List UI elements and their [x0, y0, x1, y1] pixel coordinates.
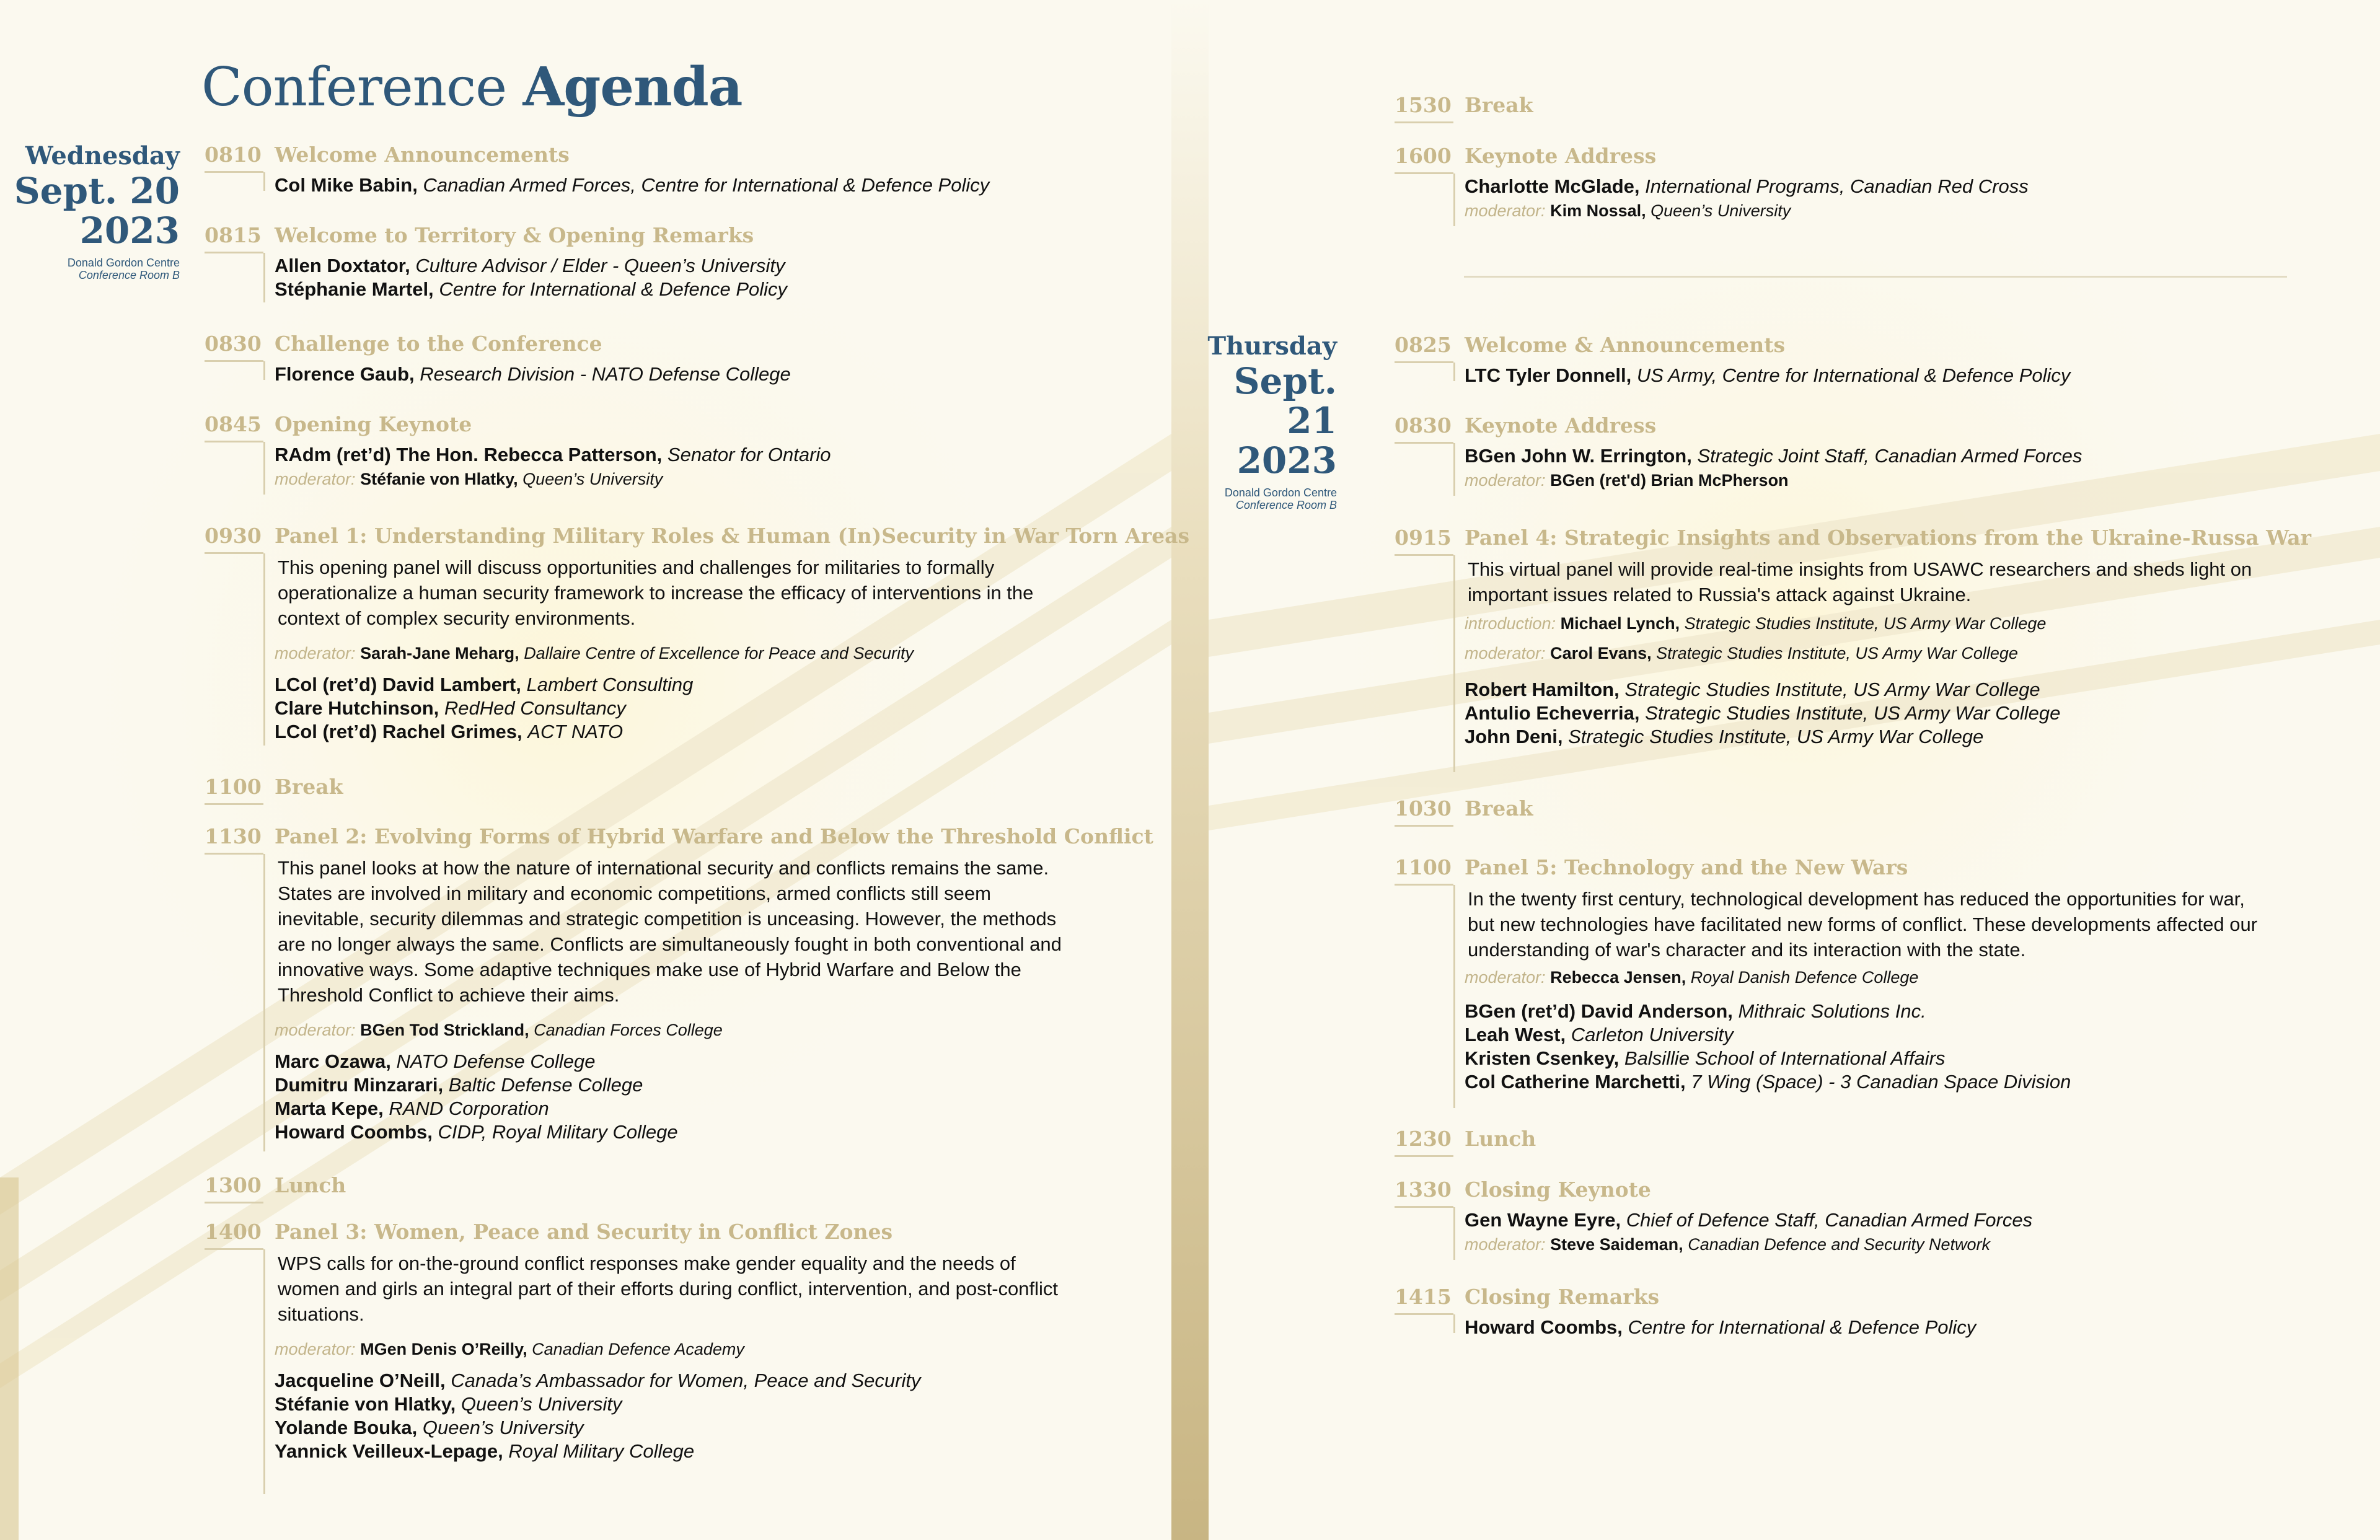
speaker-affiliation: International Programs, Canadian Red Cross	[1645, 175, 2029, 197]
session-description: This opening panel will discuss opportunities and challenges for militaries to formally operationalize a human security framework to increase the efficacy of interventions in the context of complex security environments.	[278, 557, 1034, 629]
speaker	[1465, 364, 2270, 387]
day1-venue: Donald Gordon Centre	[67, 257, 180, 269]
speaker-affiliation: Centre for International & Defence Policy	[439, 278, 788, 300]
moderator-role: moderator:	[1465, 1235, 1546, 1254]
moderator-role: moderator:	[275, 470, 356, 488]
moderator-affiliation: Canadian Forces College	[534, 1021, 723, 1039]
session-time: 1330	[1395, 1177, 1453, 1208]
session-title: Closing Remarks	[1465, 1285, 1660, 1309]
session-body	[275, 443, 1080, 490]
session-body	[1465, 364, 2270, 387]
session-title: Keynote Address	[1465, 413, 1657, 438]
moderator	[275, 642, 1080, 664]
session-time: 0830	[205, 332, 263, 362]
session-body	[1465, 1208, 2270, 1256]
title-bold: Agenda	[522, 56, 743, 118]
speaker-affiliation: Strategic Studies Institute, US Army War College	[1624, 679, 2040, 700]
speaker-affiliation: RedHed Consultancy	[444, 697, 626, 719]
moderator-affiliation: Dallaire Centre of Excellence for Peace and Security	[524, 644, 914, 662]
speaker-name: LCol (ret’d) David Lambert,	[275, 674, 521, 695]
session-bracket	[1395, 174, 1455, 226]
speaker-name: Stéphanie Martel,	[275, 278, 434, 300]
speaker-affiliation: CIDP, Royal Military College	[438, 1121, 678, 1143]
speaker-name: Stéfanie von Hlatky,	[275, 1393, 456, 1415]
speaker	[1465, 175, 2270, 198]
session-title: Keynote Address	[1465, 144, 1657, 168]
session-bracket	[1395, 1314, 1455, 1333]
moderator-role: moderator:	[275, 1021, 356, 1039]
day2-header	[1207, 332, 1337, 511]
speaker-affiliation: Strategic Studies Institute, US Army War College	[1568, 726, 1984, 747]
day2-location	[1207, 486, 1337, 511]
speaker	[1465, 678, 2270, 702]
speaker-affiliation: Baltic Defense College	[448, 1074, 643, 1096]
session-time: 1600	[1395, 144, 1453, 174]
speaker-affiliation: 7 Wing (Space) - 3 Canadian Space Division	[1691, 1071, 2071, 1093]
moderator-role: moderator:	[1465, 644, 1546, 662]
session-body	[1465, 557, 2270, 749]
session-body	[1465, 886, 2270, 1094]
session-body	[275, 174, 1080, 197]
day2-weekday: Thursday	[1207, 332, 1337, 361]
introduction	[1465, 612, 2270, 635]
session-bracket	[205, 553, 265, 746]
moderator-role: moderator:	[275, 644, 356, 662]
session-time: 1400	[205, 1220, 263, 1250]
page-title	[201, 56, 742, 118]
speaker-name: Marc Ozawa,	[275, 1050, 391, 1072]
speaker	[275, 174, 1080, 197]
moderator-name: Carol Evans,	[1550, 644, 1652, 662]
introduction-name: Michael Lynch,	[1560, 614, 1680, 633]
session-time: 1230	[1395, 1127, 1453, 1157]
speaker	[1465, 1023, 2270, 1047]
session-bracket	[205, 172, 265, 191]
moderator	[1465, 1233, 2270, 1256]
speaker-name: Charlotte McGlade,	[1465, 175, 1640, 197]
session-bracket	[1395, 363, 1455, 381]
speaker-affiliation: Balsillie School of International Affairs	[1624, 1047, 1946, 1069]
speaker-name: Antulio Echeverria,	[1465, 702, 1640, 724]
session-title: Panel 4: Strategic Insights and Observations from the Ukraine-Russa War	[1465, 526, 2312, 550]
moderator-affiliation: Queen’s University	[522, 470, 663, 488]
introduction-affiliation: Strategic Studies Institute, US Army War College	[1684, 614, 2047, 633]
speaker	[1465, 1000, 2270, 1023]
speaker-affiliation: Chief of Defence Staff, Canadian Armed Forces	[1626, 1209, 2033, 1231]
session-title: Panel 3: Women, Peace and Security in Conflict Zones	[275, 1220, 893, 1244]
day2-venue: Donald Gordon Centre	[1224, 486, 1337, 499]
moderator-role: moderator:	[1465, 968, 1546, 987]
speaker-name: RAdm (ret’d) The Hon. Rebecca Patterson,	[275, 444, 663, 465]
session-title: Lunch	[1465, 1127, 1536, 1151]
speaker-name: Howard Coombs,	[1465, 1316, 1623, 1338]
moderator-affiliation: Queen’s University	[1651, 201, 1791, 220]
session-bracket	[205, 442, 265, 495]
speaker-name: Leah West,	[1465, 1024, 1566, 1045]
speaker	[275, 363, 1080, 386]
speaker	[1465, 725, 2270, 749]
moderator-name: Rebecca Jensen,	[1550, 968, 1686, 987]
moderator-role: moderator:	[1465, 471, 1546, 490]
speaker-affiliation: RAND Corporation	[389, 1098, 549, 1119]
speaker-affiliation: Research Division - NATO Defense College	[420, 363, 791, 385]
session-body	[275, 1251, 1080, 1463]
speaker-name: Clare Hutchinson,	[275, 697, 439, 719]
speaker	[1465, 702, 2270, 725]
speaker	[275, 1416, 1080, 1440]
session-title: Panel 2: Evolving Forms of Hybrid Warfare and Below the Threshold Conflict	[275, 824, 1153, 848]
day1-year: 2023	[79, 209, 180, 252]
speaker-affiliation: Senator for Ontario	[667, 444, 831, 465]
session-description: This virtual panel will provide real-time insights from USAWC researchers and sheds light on important issues related to Russia's attack against Ukraine.	[1468, 558, 2252, 605]
speaker-name: Yolande Bouka,	[275, 1417, 418, 1438]
moderator	[1465, 200, 2270, 222]
session-title: Welcome & Announcements	[1465, 333, 1786, 357]
day1-location	[14, 257, 180, 281]
moderator-affiliation: Canadian Defence and Security Network	[1688, 1235, 1990, 1254]
session-bracket	[205, 1249, 265, 1494]
speaker-affiliation: NATO Defense College	[396, 1050, 596, 1072]
session-title: Lunch	[275, 1173, 346, 1197]
moderator-name: Stéfanie von Hlatky,	[360, 470, 518, 488]
session-time: 1415	[1395, 1285, 1453, 1315]
speaker-affiliation: US Army, Centre for International & Defence Policy	[1636, 364, 2071, 386]
speaker	[275, 278, 1080, 301]
speaker	[1465, 1208, 2270, 1232]
session-time: 0810	[205, 143, 263, 173]
moderator	[1465, 469, 2270, 491]
session-bracket	[1395, 1207, 1455, 1260]
speaker	[275, 1050, 1080, 1073]
speaker	[1465, 1070, 2270, 1094]
speaker-affiliation: Mithraic Solutions Inc.	[1738, 1000, 1926, 1022]
speaker-affiliation: Queen’s University	[461, 1393, 622, 1415]
speaker	[275, 720, 1080, 744]
session-bracket	[1395, 555, 1455, 772]
day2-year: 2023	[1236, 439, 1337, 482]
day2-date: Sept. 21	[1233, 360, 1337, 442]
session-time: 0915	[1395, 526, 1453, 556]
title-regular: Conference	[201, 56, 507, 118]
session-body	[1465, 1316, 2270, 1339]
speaker-name: Robert Hamilton,	[1465, 679, 1620, 700]
moderator-name: MGen Denis O’Reilly,	[360, 1340, 527, 1358]
session-title: Welcome Announcements	[275, 143, 570, 167]
session-body	[275, 555, 1080, 744]
session-description: This panel looks at how the nature of international security and conflicts remains the same. States are involved in military and economic competitions, armed conflicts still seem inevitable, security dilemmas and strategic competition is unceasing. However, the methods are no longer always the same. Conflicts are simultaneously fought in both conventional and innovative ways. Some adaptive techniques make use of Hybrid Warfare and Below the Threshold Conflict to achieve their aims.	[278, 857, 1062, 1006]
speaker	[275, 1120, 1080, 1144]
speaker-name: John Deni,	[1465, 726, 1563, 747]
session-bracket	[205, 253, 265, 302]
session-body	[1465, 444, 2270, 491]
moderator	[1465, 966, 2270, 988]
session-time: 1100	[1395, 855, 1453, 886]
moderator-name: BGen Tod Strickland,	[360, 1021, 529, 1039]
speaker-affiliation: Canada’s Ambassador for Women, Peace and Security	[451, 1370, 921, 1391]
session-time: 0815	[205, 223, 263, 253]
speaker-affiliation: Lambert Consulting	[526, 674, 694, 695]
speaker	[1465, 1047, 2270, 1070]
speaker-name: LCol (ret’d) Rachel Grimes,	[275, 721, 522, 742]
moderator	[275, 1338, 1080, 1360]
session-title: Challenge to the Conference	[275, 332, 602, 356]
speaker-name: Marta Kepe,	[275, 1098, 384, 1119]
session-body	[275, 363, 1080, 386]
speaker-name: LTC Tyler Donnell,	[1465, 364, 1632, 386]
moderator	[1465, 642, 2270, 664]
introduction-role: introduction:	[1465, 614, 1556, 633]
speaker	[275, 673, 1080, 697]
speaker	[275, 1393, 1080, 1416]
speaker-affiliation: Carleton University	[1571, 1024, 1734, 1045]
moderator-role: moderator:	[275, 1340, 356, 1358]
speaker-affiliation: Strategic Studies Institute, US Army War College	[1645, 702, 2061, 724]
speaker-name: Jacqueline O’Neill,	[275, 1370, 446, 1391]
speaker-name: Gen Wayne Eyre,	[1465, 1209, 1621, 1231]
speaker-name: Florence Gaub,	[275, 363, 415, 385]
session-title: Panel 5: Technology and the New Wars	[1465, 855, 1908, 879]
speaker	[275, 1440, 1080, 1463]
speaker	[275, 1369, 1080, 1393]
session-description: WPS calls for on-the-ground conflict responses make gender equality and the needs of women and girls an integral part of their efforts during conflict, intervention, and post-conflict situations.	[278, 1252, 1059, 1325]
session-bracket	[205, 854, 265, 1151]
speaker-affiliation: Culture Advisor / Elder - Queen’s University	[415, 255, 785, 276]
speaker-affiliation: ACT NATO	[527, 721, 624, 742]
speaker	[1465, 444, 2270, 468]
session-time: 0830	[1395, 413, 1453, 444]
session-body	[275, 855, 1080, 1144]
session-title: Panel 1: Understanding Military Roles & Human (In)Security in War Torn Areas	[275, 524, 1190, 548]
session-bracket	[1395, 885, 1455, 1108]
moderator-name: Kim Nossal,	[1550, 201, 1646, 220]
session-bracket	[205, 361, 265, 380]
session-time: 1130	[205, 824, 263, 855]
speaker-name: Col Catherine Marchetti,	[1465, 1071, 1686, 1093]
speaker-name: Yannick Veilleux-Lepage,	[275, 1440, 503, 1462]
speaker-name: Allen Doxtator,	[275, 255, 410, 276]
speaker-affiliation: Canadian Armed Forces, Centre for International & Defence Policy	[423, 174, 990, 196]
day2-room: Conference Room B	[1235, 499, 1337, 511]
speaker	[275, 443, 1080, 467]
session-body	[1465, 175, 2270, 222]
speaker-name: Kristen Csenkey,	[1465, 1047, 1620, 1069]
day1-room: Conference Room B	[78, 269, 180, 281]
moderator	[275, 468, 1080, 490]
section-divider	[1464, 276, 2287, 278]
session-title: Break	[1465, 93, 1533, 117]
speaker-name: BGen John W. Errington,	[1465, 445, 1692, 467]
moderator-affiliation: Strategic Studies Institute, US Army War College	[1656, 644, 2018, 662]
speaker	[275, 254, 1080, 278]
moderator-role: moderator:	[1465, 201, 1546, 220]
moderator-name: Sarah-Jane Meharg,	[360, 644, 519, 662]
session-title: Break	[1465, 796, 1533, 821]
speaker-name: Howard Coombs,	[275, 1121, 433, 1143]
session-title: Break	[275, 775, 343, 799]
speaker	[275, 697, 1080, 720]
session-time: 0845	[205, 412, 263, 442]
session-time: 1100	[205, 775, 263, 805]
session-bracket	[1395, 443, 1455, 496]
speaker-name: BGen (ret’d) David Anderson,	[1465, 1000, 1733, 1022]
moderator-name: Steve Saideman,	[1550, 1235, 1683, 1254]
session-time: 1300	[205, 1173, 263, 1203]
session-time: 1530	[1395, 93, 1453, 123]
speaker-name: Dumitru Minzarari,	[275, 1074, 444, 1096]
speaker	[275, 1097, 1080, 1120]
session-time: 1030	[1395, 796, 1453, 827]
session-time: 0930	[205, 524, 263, 554]
speaker-affiliation: Strategic Joint Staff, Canadian Armed Forces	[1697, 445, 2082, 467]
session-time: 0825	[1395, 333, 1453, 363]
session-description: In the twenty first century, technological development has reduced the opportunities for war, but new technologies have facilitated new forms of conflict. These developments affected our understanding of war's character and its interaction with the state.	[1468, 888, 2258, 961]
session-title: Opening Keynote	[275, 412, 472, 436]
speaker	[1465, 1316, 2270, 1339]
moderator-affiliation: Royal Danish Defence College	[1690, 968, 1919, 987]
speaker-affiliation: Royal Military College	[508, 1440, 695, 1462]
moderator	[275, 1019, 1080, 1041]
session-title: Welcome to Territory & Opening Remarks	[275, 223, 754, 247]
speaker-affiliation: Queen’s University	[422, 1417, 584, 1438]
session-body	[275, 254, 1080, 301]
speaker-name: Col Mike Babin,	[275, 174, 418, 196]
right-page	[1209, 0, 2380, 1540]
speaker-affiliation: Centre for International & Defence Policy	[1628, 1316, 1977, 1338]
speaker	[275, 1073, 1080, 1097]
moderator-name: BGen (ret'd) Brian McPherson	[1550, 471, 1789, 490]
day1-weekday: Wednesday	[25, 141, 180, 170]
day1-header	[14, 141, 180, 281]
session-title: Closing Keynote	[1465, 1177, 1651, 1202]
moderator-affiliation: Canadian Defence Academy	[532, 1340, 744, 1358]
day1-date: Sept. 20	[14, 170, 180, 212]
